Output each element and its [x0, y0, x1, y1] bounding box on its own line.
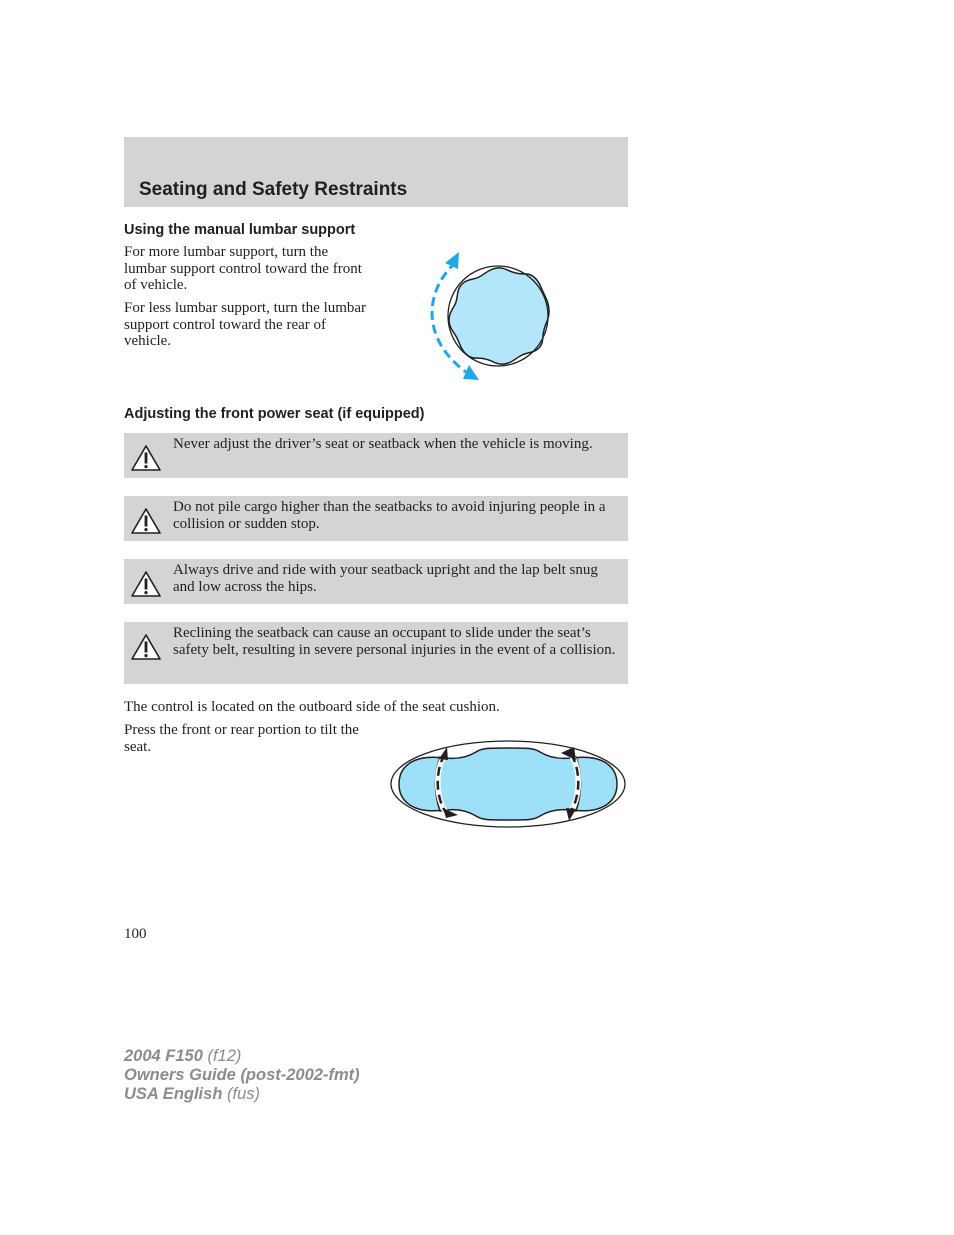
footer-model: 2004 F150 [124, 1047, 203, 1065]
lumbar-heading: Using the manual lumbar support [124, 222, 356, 238]
warning-text: Reclining the seatback can cause an occupant to slide under the seat’s safety belt, resulting in severe personal injuries in the event of a collision. [173, 625, 616, 658]
lumbar-knob-icon [448, 266, 549, 366]
seat-switch-icon [391, 741, 625, 827]
document-footer [124, 1047, 360, 1104]
lumbar-more-text: For more lumbar support, turn the lumbar support control toward the front of vehicle. [124, 244, 362, 293]
warning-box [124, 496, 628, 541]
footer-line-guide [124, 1066, 360, 1085]
power-seat-heading: Adjusting the front power seat (if equipped) [124, 406, 425, 422]
footer-line-model [124, 1047, 360, 1066]
warning-text: Do not pile cargo higher than the seatbacks to avoid injuring people in a collision or sudden stop. [173, 499, 606, 532]
warning-text: Never adjust the driver’s seat or seatback when the vehicle is moving. [173, 436, 593, 452]
control-location-text: The control is located on the outboard side of the seat cushion. [124, 699, 500, 715]
lumbar-knob-illustration [422, 244, 578, 384]
warning-triangle-icon [130, 507, 162, 535]
warning-triangle-icon [130, 633, 162, 661]
seat-control-illustration [388, 738, 628, 830]
footer-language: USA English [124, 1085, 223, 1103]
section-header [124, 137, 628, 207]
footer-language-code: (fus) [227, 1085, 260, 1103]
warning-text: Always drive and ride with your seatback upright and the lap belt snug and low across the hips. [173, 562, 598, 595]
footer-guide: Owners Guide (post-2002-fmt) [124, 1066, 360, 1084]
warning-triangle-icon [130, 570, 162, 598]
lumbar-less-text: For less lumbar support, turn the lumbar support control toward the rear of vehicle. [124, 300, 367, 349]
section-title: Seating and Safety Restraints [139, 179, 408, 200]
warning-triangle-icon [130, 444, 162, 472]
page-number: 100 [124, 926, 147, 942]
warning-box [124, 622, 628, 684]
footer-line-language [124, 1085, 360, 1104]
footer-model-code: (f12) [207, 1047, 242, 1065]
warning-box [124, 433, 628, 478]
tilt-instruction-text: Press the front or rear portion to tilt the seat. [124, 722, 359, 755]
warning-box [124, 559, 628, 604]
